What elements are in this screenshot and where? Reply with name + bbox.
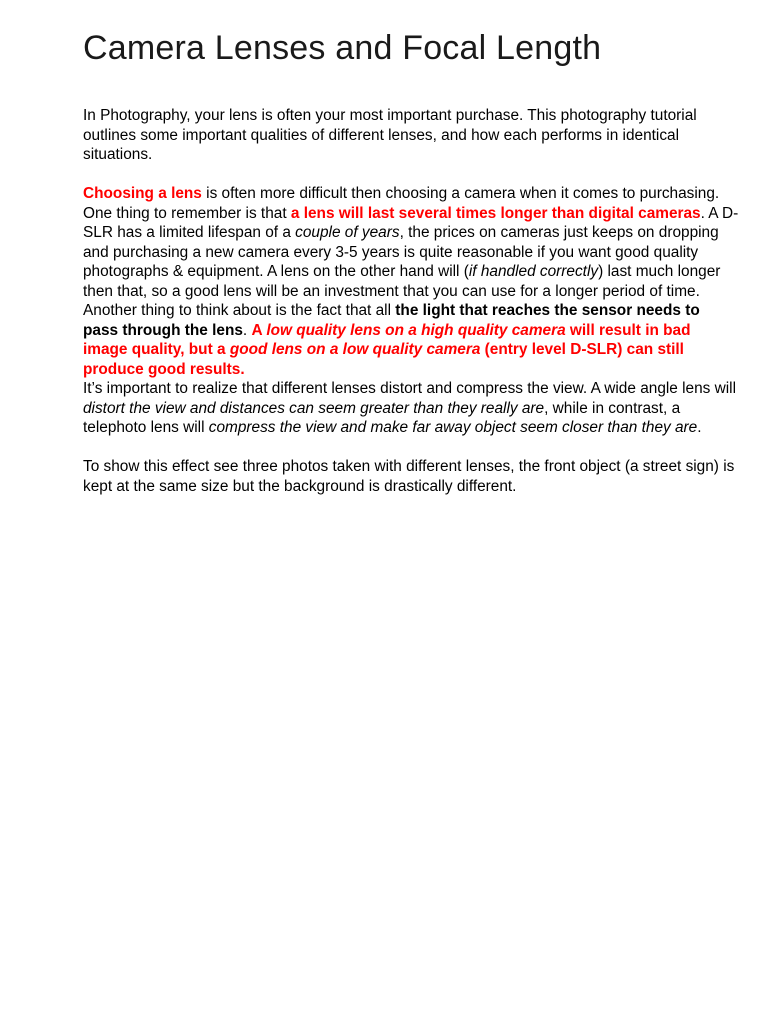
text-span: It’s important to realize that different lenses distort and compress the view. A wide angle lens will [83, 380, 737, 397]
choosing-lens-paragraph [83, 184, 739, 379]
highlight-lens-lasts-longer: a lens will last several times longer than digital cameras [290, 204, 701, 222]
choosing-lens-heading: Choosing a lens [83, 185, 202, 202]
italic-wide-angle-effect: distort the view and distances can seem greater than they really are [83, 399, 545, 417]
italic-if-handled-correctly: if handled correctly [468, 263, 599, 280]
text-span: . [242, 321, 252, 339]
three-photos-paragraph: To show this effect see three photos taken with different lenses, the front object (a street sign) is kept at the same size but the background is drastically different. [83, 458, 735, 495]
highlight-low-quality-lens: low quality lens on a high quality camera [266, 321, 566, 339]
distort-compress-paragraph [83, 379, 739, 438]
text-span: . A D-SLR has a limited lifespan of a [83, 204, 739, 241]
intro-paragraph: In Photography, your lens is often your most important purchase. This photography tutorial outlines some important qualities of different lenses, and how each performs in identical situations. [83, 107, 697, 163]
text-span: . [697, 419, 702, 436]
text-span: ) last much longer then that, so a good lens will be an investment that you can use for a longer period of time. Another thing to think about is the fact that all [83, 263, 721, 319]
page-title: Camera Lenses and Focal Length [83, 29, 602, 67]
highlight-a: A [251, 321, 267, 339]
italic-couple-of-years: couple of years [295, 224, 400, 241]
italic-telephoto-effect: compress the view and make far away object seem closer than they are [208, 419, 698, 436]
text-span: , the prices on cameras just keeps on dropping and purchasing a new camera every 3-5 years is quite reasonable if you want good quality photographs & equipment. A lens on the other hand will ( [83, 224, 719, 280]
text-span: , while in contrast, a telephoto lens will [83, 399, 681, 436]
text-span: is often more difficult then choosing a camera when it comes to purchasing. One thing to remember is that [83, 185, 720, 222]
highlight-good-results: (entry level D-SLR) can still produce good results. [83, 341, 684, 378]
bold-light-through-lens: the light that reaches the sensor needs to pass through the lens [83, 302, 700, 339]
highlight-bad-image-quality: will result in bad image quality, but a [83, 321, 691, 358]
document-page [83, 28, 739, 496]
highlight-good-lens: good lens on a low quality camera [229, 341, 481, 358]
